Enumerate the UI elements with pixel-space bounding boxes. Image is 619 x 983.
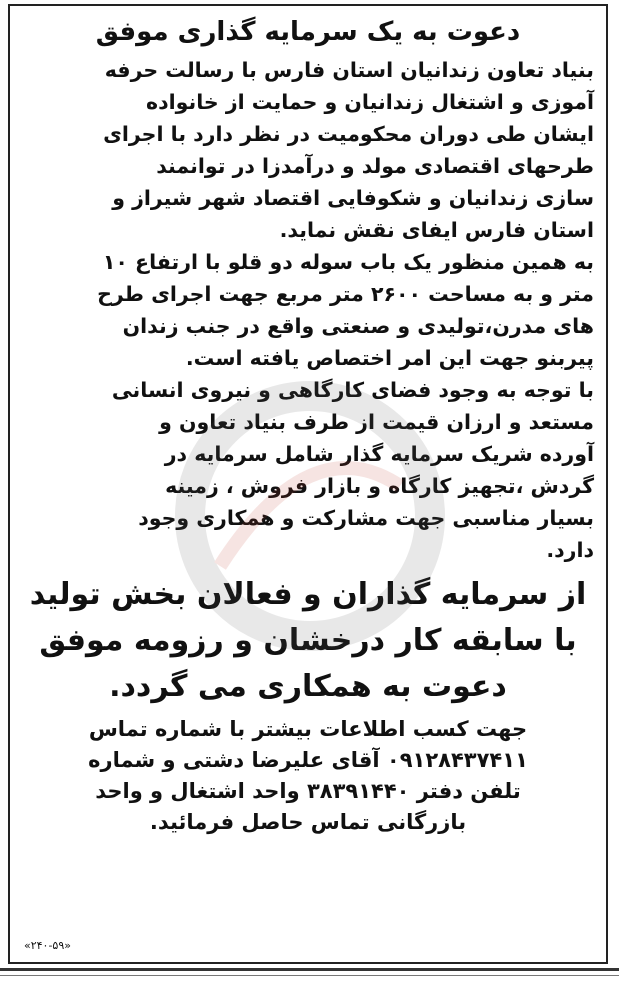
bottom-divider (0, 968, 619, 971)
bottom-divider-thin (0, 975, 619, 976)
contact-line: جهت کسب اطلاعات بیشتر با شماره تماس (88, 717, 528, 741)
text-line: به همین منظور یک باب سوله دو قلو با ارتفاع ۱۰ (102, 250, 594, 274)
text-line: ایشان طی دوران محکومیت در نظر دارد با اجرای (103, 122, 594, 146)
text-line: استان فارس ایفای نقش نماید. (279, 218, 594, 242)
paragraph-foundation-mission (22, 54, 594, 246)
paragraph-facility-details (22, 246, 594, 374)
text-line: سازی زندانیان و شکوفایی اقتصاد شهر شیراز و (112, 186, 594, 210)
reference-code: «۲۴۰-۵۹» (24, 939, 71, 952)
text-line: مستعد و ارزان قیمت از طرف بنیاد تعاون و (159, 410, 594, 434)
contact-line: تلفن دفتر ۳۸۳۹۱۴۴۰ واحد اشتغال و واحد (95, 779, 521, 803)
text-line: گردش ،تجهیز کارگاه و بازار فروش ، زمینه (165, 474, 594, 498)
text-line: طرحهای اقتصادی مولد و درآمدزا در توانمند (156, 154, 594, 178)
text-line: بسیار مناسبی جهت مشارکت و همکاری وجود (138, 506, 594, 530)
text-line: با توجه به وجود فضای کارگاهی و نیروی انسانی (111, 378, 594, 402)
text-line: آورده شریک سرمایه گذار شامل سرمایه در (164, 442, 594, 466)
paragraph-partnership-terms (22, 374, 594, 566)
headline-line: با سابقه کار درخشان و رزومه موفق (39, 623, 577, 658)
text-line: متر و به مساحت ۲۶۰۰ متر مربع جهت اجرای طرح (97, 282, 594, 306)
headline-line: از سرمایه گذاران و فعالان بخش تولید (29, 577, 587, 612)
headline-line: دعوت به همکاری می گردد. (109, 669, 507, 704)
text-line: های مدرن،تولیدی و صنعتی واقع در جنب زندان (122, 314, 594, 338)
text-line: آموزی و اشتغال زندانیان و حمایت از خانواده (146, 90, 594, 114)
invitation-headline (22, 572, 594, 710)
contact-info (22, 714, 594, 838)
text-line: پیربنو جهت این امر اختصاص یافته است. (185, 346, 594, 370)
contact-line: بازرگانی تماس حاصل فرمائید. (149, 810, 467, 834)
text-line: دارد. (546, 538, 594, 562)
advertisement-box (8, 4, 608, 964)
contact-line: ۰۹۱۲۸۴۳۷۴۱۱ آقای علیرضا دشتی و شماره (88, 748, 528, 772)
text-line: بنیاد تعاون زندانیان استان فارس با رسالت حرفه (104, 58, 594, 82)
ad-title: دعوت به یک سرمایه گذاری موفق (95, 17, 521, 47)
